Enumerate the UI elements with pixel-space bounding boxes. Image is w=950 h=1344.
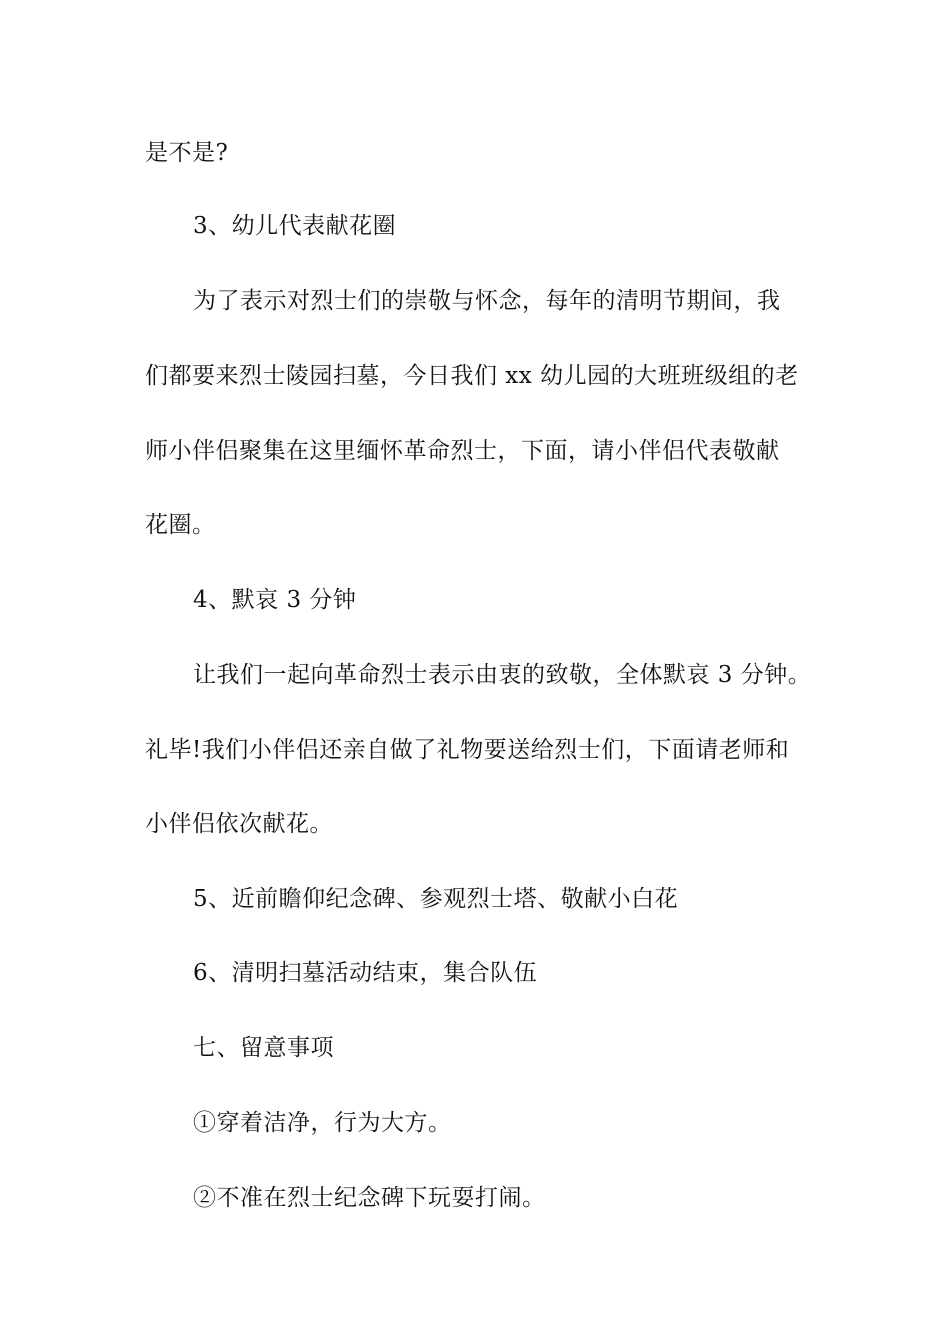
- paragraph-line: 让我们一起向革命烈士表示由衷的致敬，全体默哀 3 分钟。: [193, 662, 812, 688]
- list-item: ①穿着洁净，行为大方。: [193, 1110, 452, 1136]
- text-line: 是不是?: [145, 140, 229, 166]
- paragraph-line: 小伴侣依次献花。: [145, 811, 333, 837]
- paragraph-line: 为了表示对烈士们的崇敬与怀念，每年的清明节期间，我: [193, 288, 781, 314]
- step-heading: 6、清明扫墓活动结束，集合队伍: [193, 960, 538, 986]
- paragraph-line: 们都要来烈士陵园扫墓，今日我们 xx 幼儿园的大班班级组的老: [145, 363, 799, 389]
- section-heading: 七、留意事项: [193, 1035, 334, 1061]
- paragraph-line: 花圈。: [145, 512, 216, 538]
- paragraph-line: 师小伴侣聚集在这里缅怀革命烈士，下面，请小伴侣代表敬献: [145, 438, 780, 464]
- list-item: ②不准在烈士纪念碑下玩耍打闹。: [193, 1185, 546, 1211]
- step-heading: 3、幼儿代表献花圈: [193, 213, 397, 239]
- step-heading: 5、近前瞻仰纪念碑、参观烈士塔、敬献小白花: [193, 886, 679, 912]
- paragraph-line: 礼毕!我们小伴侣还亲自做了礼物要送给烈士们，下面请老师和: [145, 737, 790, 763]
- step-heading: 4、默哀 3 分钟: [193, 587, 357, 613]
